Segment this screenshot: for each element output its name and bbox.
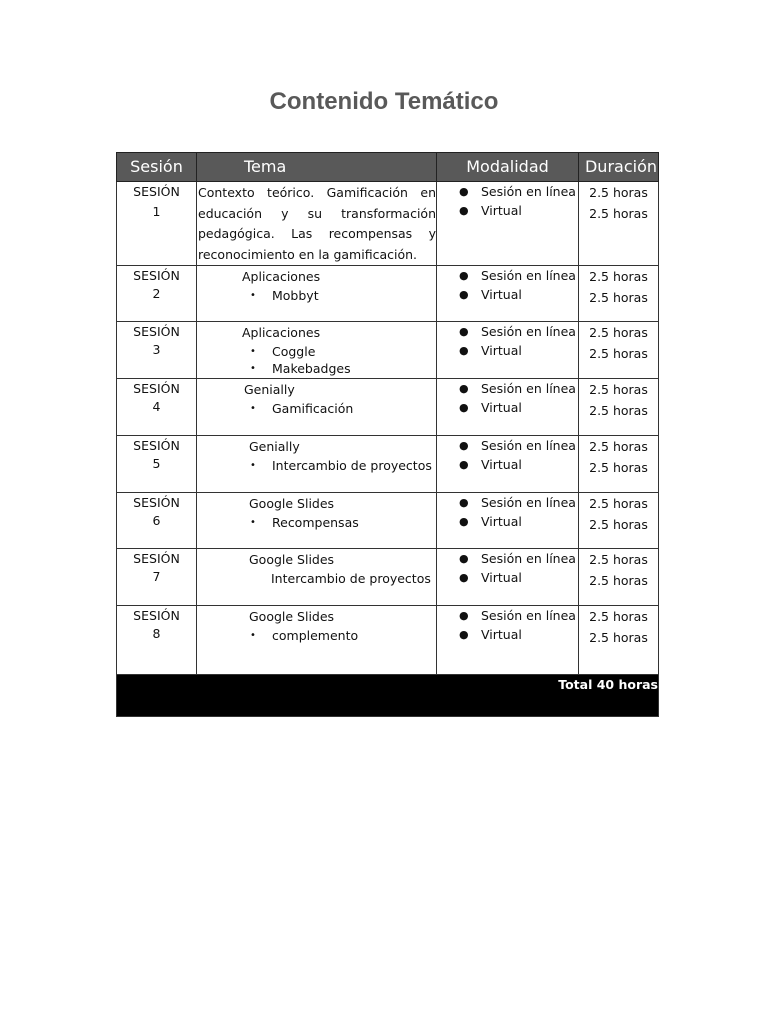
table-row [117, 493, 659, 549]
topic-line: Contexto teórico. Gamificación en [198, 185, 436, 200]
bullet-icon: • [250, 630, 256, 641]
bullet-icon: ● [459, 343, 469, 357]
duration-value: 2.5 horas [589, 382, 648, 397]
bullet-icon: • [250, 517, 256, 528]
bullet-icon: ● [459, 325, 469, 338]
topic-line: educación y su transformación [198, 205, 436, 221]
topic-item: • Recompensas [250, 515, 359, 530]
header-modality: Modalidad [437, 153, 579, 182]
modality-item: ● Sesión en línea [437, 323, 578, 342]
session-label: SESIÓN [133, 608, 180, 623]
modality-item: ● Virtual [437, 569, 578, 588]
topic-title: Google Slides [249, 552, 335, 567]
topic-cell [197, 493, 437, 549]
schedule-table [116, 152, 659, 717]
modality-item: ● Virtual [437, 456, 578, 475]
modality-item: ● Virtual [437, 626, 578, 645]
modality-item: ● Virtual [437, 342, 578, 361]
session-label: SESIÓN [133, 381, 180, 396]
session-label: SESIÓN [133, 324, 180, 339]
duration-value: 2.5 horas [589, 325, 648, 340]
bullet-icon: • [250, 363, 256, 374]
topic-item: • Gamificación [250, 401, 354, 416]
duration-value: 2.5 horas [589, 496, 648, 511]
bullet-icon: • [250, 346, 256, 357]
bullet-icon: ● [459, 185, 469, 198]
table-row [117, 322, 659, 379]
bullet-icon: ● [459, 514, 469, 528]
modality-item: ● Virtual [437, 513, 578, 532]
total-row [117, 675, 659, 717]
duration-cell [579, 182, 659, 266]
modality-cell [437, 182, 579, 266]
duration-cell [579, 266, 659, 322]
session-number: 5 [152, 456, 161, 471]
modality-cell [437, 606, 579, 675]
bullet-icon: ● [459, 609, 469, 622]
duration-value: 2.5 horas [589, 345, 648, 361]
duration-cell [579, 493, 659, 549]
bullet-icon: • [250, 290, 256, 301]
table-row [117, 379, 659, 436]
table-row [117, 606, 659, 675]
duration-cell [579, 436, 659, 493]
topic-title: Genially [249, 439, 300, 454]
modality-item: ● Sesión en línea [437, 494, 578, 513]
session-cell [117, 436, 197, 493]
session-number: 3 [152, 342, 161, 357]
bullet-icon: ● [459, 287, 469, 301]
modality-item: ● Sesión en línea [437, 550, 578, 569]
topic-item: • Intercambio de proyectos [250, 458, 432, 473]
duration-cell [579, 322, 659, 379]
topic-cell [197, 379, 437, 436]
session-label: SESIÓN [133, 268, 180, 283]
session-number: 7 [152, 569, 161, 584]
duration-cell [579, 549, 659, 606]
bullet-icon: ● [459, 382, 469, 395]
bullet-icon: • [250, 403, 256, 414]
duration-value: 2.5 horas [589, 402, 648, 418]
session-cell [117, 266, 197, 322]
session-number: 1 [152, 204, 161, 219]
modality-item: ● Virtual [437, 399, 578, 418]
modality-item: ● Virtual [437, 202, 578, 221]
session-cell [117, 182, 197, 266]
modality-item: ● Virtual [437, 286, 578, 305]
duration-value: 2.5 horas [589, 552, 648, 567]
table-row [117, 549, 659, 606]
session-cell [117, 322, 197, 379]
table-row [117, 182, 659, 266]
modality-item: ● Sesión en línea [437, 607, 578, 626]
session-cell [117, 606, 197, 675]
duration-value: 2.5 horas [589, 629, 648, 645]
bullet-icon: ● [459, 269, 469, 282]
session-cell [117, 493, 197, 549]
duration-value: 2.5 horas [589, 289, 648, 305]
session-label: SESIÓN [133, 438, 180, 453]
duration-value: 2.5 horas [589, 516, 648, 532]
duration-cell [579, 606, 659, 675]
duration-value: 2.5 horas [589, 205, 648, 221]
session-label: SESIÓN [133, 495, 180, 510]
topic-item: • Makebadges [250, 361, 351, 376]
modality-item: ● Sesión en línea [437, 183, 578, 202]
topic-item: • Coggle [250, 344, 316, 359]
topic-title: Aplicaciones [242, 269, 321, 284]
modality-cell [437, 379, 579, 436]
duration-value: 2.5 horas [589, 459, 648, 475]
modality-cell [437, 322, 579, 379]
bullet-icon: ● [459, 627, 469, 641]
modality-cell [437, 549, 579, 606]
session-number: 4 [152, 399, 161, 414]
header-row [117, 153, 659, 182]
modality-cell [437, 436, 579, 493]
bullet-icon: ● [459, 496, 469, 509]
bullet-icon: ● [459, 400, 469, 414]
table-row [117, 436, 659, 493]
topic-cell [197, 266, 437, 322]
topic-item: • Mobbyt [250, 288, 319, 303]
modality-cell [437, 493, 579, 549]
duration-value: 2.5 horas [589, 439, 648, 454]
bullet-icon: ● [459, 439, 469, 452]
duration-value: 2.5 horas [589, 609, 648, 624]
page-title: Contenido Temático [269, 88, 499, 115]
header-duration: Duración [579, 153, 659, 182]
modality-item: ● Sesión en línea [437, 267, 578, 286]
session-cell [117, 379, 197, 436]
session-number: 2 [152, 286, 161, 301]
session-label: SESIÓN [133, 184, 180, 199]
modality-item: ● Sesión en línea [437, 437, 578, 456]
topic-title: Genially [244, 382, 295, 397]
topic-cell [197, 549, 437, 606]
header-topic: Tema [197, 153, 437, 182]
table-row [117, 266, 659, 322]
duration-cell [579, 379, 659, 436]
topic-title: Google Slides [249, 496, 335, 511]
bullet-icon: • [250, 460, 256, 471]
session-cell [117, 549, 197, 606]
duration-value: 2.5 horas [589, 572, 648, 588]
topic-line: pedagógica. Las recompensas y [198, 226, 436, 241]
topic-line: reconocimiento en la gamificación. [198, 246, 418, 262]
topic-cell [197, 182, 437, 266]
bullet-icon: ● [459, 570, 469, 584]
header-session: Sesión [117, 153, 197, 182]
topic-cell [197, 436, 437, 493]
bullet-icon: ● [459, 203, 469, 217]
topic-cell [197, 322, 437, 379]
topic-title: Google Slides [249, 609, 335, 624]
total-label: Total 40 horas [117, 675, 659, 717]
bullet-icon: ● [459, 457, 469, 471]
session-number: 8 [152, 626, 161, 641]
topic-cell [197, 606, 437, 675]
modality-cell [437, 266, 579, 322]
bullet-icon: ● [459, 552, 469, 565]
topic-item: • complemento [250, 628, 359, 643]
topic-title: Aplicaciones [242, 325, 321, 340]
topic-item: Intercambio de proyectos [271, 571, 431, 586]
session-number: 6 [152, 513, 161, 528]
modality-item: ● Sesión en línea [437, 380, 578, 399]
session-label: SESIÓN [133, 551, 180, 566]
duration-value: 2.5 horas [589, 269, 648, 284]
duration-value: 2.5 horas [589, 185, 648, 200]
